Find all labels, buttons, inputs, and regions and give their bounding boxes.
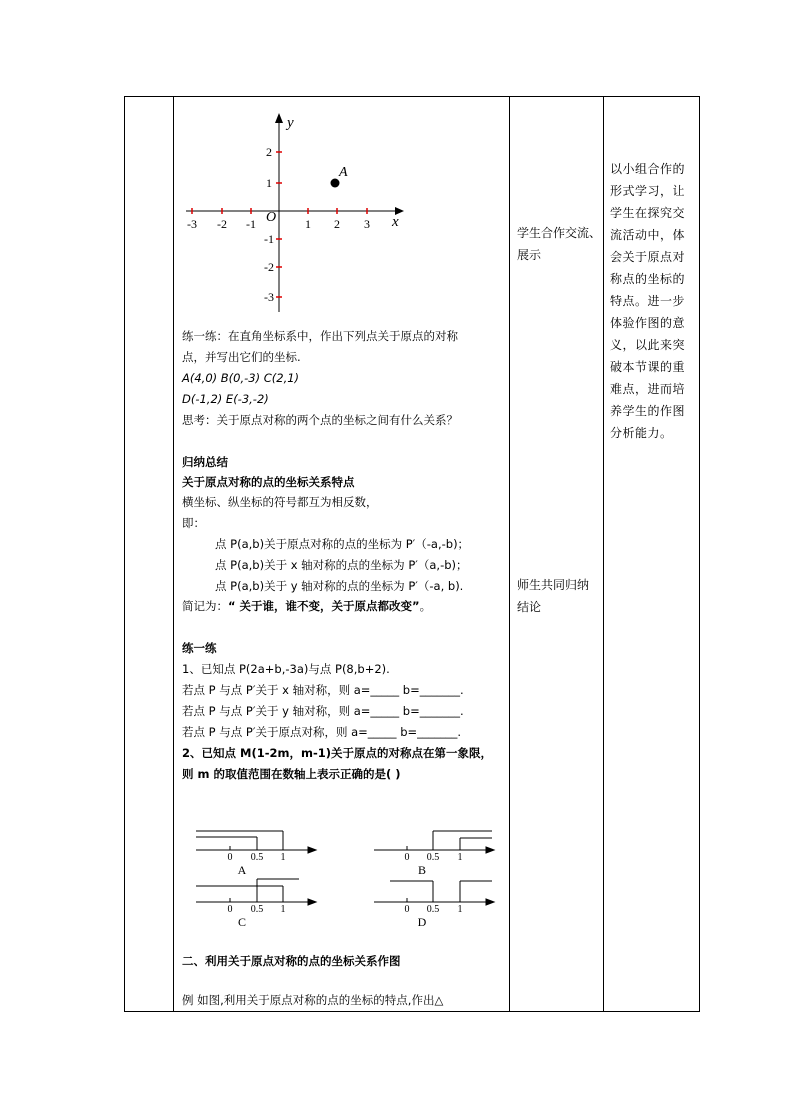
main-content-cell	[182, 96, 509, 1012]
activity-cell-2	[517, 574, 602, 618]
exercise1-think: 思考：关于原点对称的两个点的坐标之间有什么关系？	[182, 413, 458, 427]
x-tick-label: 2	[334, 217, 340, 231]
activity2-line: 师生共同归纳	[517, 578, 590, 592]
x-axis-label: x	[392, 214, 399, 230]
y-tick-label: 1	[266, 176, 272, 190]
design-intent-cell	[610, 158, 696, 444]
coordinate-graph	[182, 110, 422, 316]
y-tick-label: 2	[266, 145, 272, 159]
point-a-label: A	[339, 165, 348, 180]
number-line-options	[182, 824, 509, 930]
tick-half: 0.5	[426, 904, 440, 915]
summary-line2: 即：	[182, 516, 205, 530]
exercise2-q1b: 若点 P 与点 P′关于 y 轴对称，则 a=_____ b=_______.	[182, 704, 464, 718]
summary-subtitle: 关于原点对称的点的坐标关系特点	[182, 475, 355, 489]
exercise1-line1: 练一练：在直角坐标系中，作出下列点关于原点的对称	[182, 329, 458, 343]
rule-y-axis: 点 P(a,b)关于 y 轴对称的点的坐标为 P′（-a, b).	[215, 579, 464, 593]
x-tick-label: -1	[246, 217, 256, 231]
exercise2-q1c: 若点 P 与点 P′关于原点对称，则 a=_____ b=_______.	[182, 725, 462, 739]
rule-origin: 点 P(a,b)关于原点对称的点的坐标为 P′（-a,-b)；	[215, 537, 470, 551]
intent-line: 破本节课的重	[610, 360, 686, 374]
exercise2-q2-line1: 2、已知点 M(1-2m，m-1)关于原点的对称点在第一象限，	[182, 746, 492, 760]
mnemonic-text: “ 关于谁，谁不变，关于原点都改变”	[228, 599, 420, 613]
x-tick-label: 1	[305, 217, 311, 231]
intent-line: 流活动中，体	[610, 228, 686, 242]
intent-line: 学生在探究交	[610, 206, 686, 220]
tick-zero: 0	[227, 904, 233, 915]
y-tick-label: -2	[264, 260, 274, 274]
table-border-2	[173, 96, 174, 1012]
mnemonic-line	[182, 598, 431, 614]
exercise1-line2: 点，并写出它们的坐标.	[182, 350, 301, 364]
tick-zero: 0	[227, 852, 233, 863]
intent-line: 分析能力。	[610, 426, 673, 440]
exercise2-q1a: 若点 P 与点 P′关于 x 轴对称，则 a=_____ b=_______.	[182, 683, 464, 697]
x-tick-label: 3	[364, 217, 370, 231]
table-border-1	[124, 96, 125, 1012]
tick-zero: 0	[404, 852, 410, 863]
table-border-5	[699, 96, 700, 1012]
origin-label: O	[266, 210, 277, 225]
activity2-line: 结论	[517, 600, 542, 614]
table-border-3	[509, 96, 510, 1012]
intent-line: 特点。进一步	[610, 294, 686, 308]
tick-half: 0.5	[250, 904, 264, 915]
intent-line: 会关于原点对	[610, 250, 686, 264]
option-label-a: A	[237, 863, 247, 877]
tick-one: 1	[280, 904, 286, 915]
activity1-line: 学生合作交流、	[517, 226, 602, 240]
tick-one: 1	[457, 852, 463, 863]
activity-cell-1	[517, 222, 602, 266]
summary-line1: 横坐标、纵坐标的符号都互为相反数，	[182, 495, 378, 509]
exercise2-q1: 1、已知点 P(2a+b,-3a)与点 P(8,b+2).	[182, 662, 390, 676]
x-tick-label: -3	[187, 217, 197, 231]
mnemonic-prefix: 简记为：	[182, 599, 228, 613]
rule-x-axis: 点 P(a,b)关于 x 轴对称的点的坐标为 P′（a,-b)；	[215, 558, 468, 572]
exercise2-q2-line2: 则 m 的取值范围在数轴上表示正确的是( )	[182, 767, 401, 781]
y-tick-label: -3	[264, 290, 274, 304]
tick-one: 1	[280, 852, 286, 863]
y-tick-label: -1	[264, 232, 274, 246]
tick-half: 0.5	[250, 852, 264, 863]
summary-title: 归纳总结	[182, 455, 228, 469]
intent-line: 义，以此来突	[610, 338, 686, 352]
exercise1-points2: D(-1,2) E(-3,-2)	[182, 392, 269, 406]
section2-example: 例 如图,利用关于原点对称的点的坐标的特点,作出△	[182, 993, 444, 1007]
section2-heading: 二、利用关于原点对称的点的坐标关系作图	[182, 954, 401, 968]
option-label-d: D	[417, 915, 427, 929]
x-tick-label: -2	[217, 217, 227, 231]
table-border-4	[603, 96, 604, 1012]
activity1-line: 展示	[517, 248, 542, 262]
tick-zero: 0	[404, 904, 410, 915]
intent-line: 养学生的作图	[610, 404, 686, 418]
intent-line: 以小组合作的	[610, 162, 686, 176]
intent-line: 难点，进而培	[610, 382, 686, 396]
tick-one: 1	[457, 904, 463, 915]
intent-line: 称点的坐标的	[610, 272, 686, 286]
exercise1-points1: A(4,0) B(0,-3) C(2,1)	[182, 371, 300, 385]
option-label-b: B	[417, 863, 427, 877]
lesson-table	[124, 96, 700, 1012]
y-axis-label: y	[287, 115, 294, 131]
mnemonic-suffix: 。	[419, 599, 432, 613]
intent-line: 形式学习，让	[610, 184, 686, 198]
intent-line: 体验作图的意	[610, 316, 686, 330]
tick-half: 0.5	[426, 852, 440, 863]
exercise2-title: 练一练	[182, 641, 217, 655]
option-label-c: C	[237, 915, 247, 929]
